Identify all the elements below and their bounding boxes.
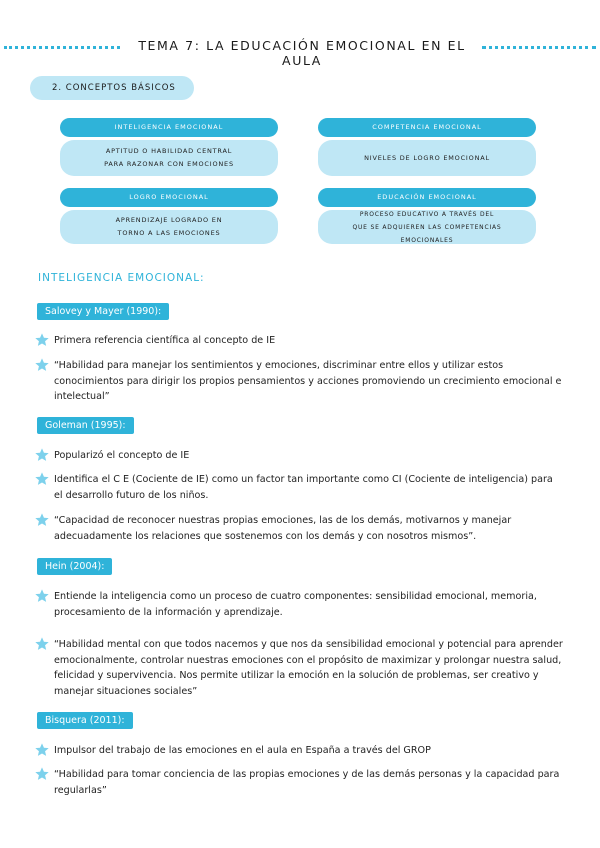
concept-definition: PROCESO EDUCATIVO A TRAVÉS DEL QUE SE ADQUIEREN LAS COMPETENCIAS EMOCIONALES	[318, 210, 536, 244]
ie-heading: INTELIGENCIA EMOCIONAL:	[38, 272, 205, 284]
concept-term: INTELIGENCIA EMOCIONAL	[60, 118, 278, 137]
bullet-text: Impulsor del trabajo de las emociones en el aula en España a través del GROP	[54, 745, 431, 756]
star-icon	[34, 588, 50, 604]
concept-definition: APRENDIZAJE LOGRADO EN TORNO A LAS EMOCIONES	[60, 210, 278, 244]
bullet-text: Popularizó el concepto de IE	[54, 450, 190, 461]
list-item	[34, 743, 564, 759]
author-label-hein: Hein (2004):	[37, 558, 112, 575]
star-icon	[34, 357, 50, 373]
star-icon	[34, 471, 50, 487]
bullet-text: “Habilidad para manejar los sentimientos y emociones, discriminar entre ellos y utilizar estos conocimientos para dirigir los propios pensamientos y acciones promoviendo un crecimiento emocional e intelectual”	[54, 360, 562, 403]
concept-term: EDUCACIÓN EMOCIONAL	[318, 188, 536, 207]
bullet-text: “Capacidad de reconocer nuestras propias emociones, las de los demás, motivarnos y manejar adecuadamente los relaciones que sostenemos con los demás y con nosotros mismos”.	[54, 515, 512, 542]
bullet-text: “Habilidad mental con que todos nacemos y que nos da sensibilidad emocional y potencial para aprender emocionalmente, controlar nuestras emociones con el propósito de maximizar y prolongar nuestra salud, felicidad y supervivencia. Nos permite utilizar la emoción en la solución de problemas, ser creativo y manejar situaciones sociales”	[54, 639, 563, 697]
list-item	[34, 358, 564, 405]
header-dots-right	[482, 46, 596, 49]
page-title: TEMA 7: LA EDUCACIÓN EMOCIONAL EN EL AULA	[138, 38, 466, 68]
star-icon	[34, 636, 50, 652]
star-icon	[34, 766, 50, 782]
section-label: 2. CONCEPTOS BÁSICOS	[30, 76, 194, 100]
list-item	[34, 513, 564, 544]
author-label-goleman: Goleman (1995):	[37, 417, 134, 434]
concept-definition: NIVELES DE LOGRO EMOCIONAL	[318, 140, 536, 176]
star-icon	[34, 512, 50, 528]
bullet-text: Identifica el C E (Cociente de IE) como un factor tan importante como CI (Cociente de inteligencia) para el desarrollo futuro de los niños.	[54, 474, 553, 501]
concept-card-competencia-emocional	[318, 118, 536, 176]
author-label-bisquera: Bisquera (2011):	[37, 712, 133, 729]
bullet-text: Primera referencia científica al concepto de IE	[54, 335, 276, 346]
concept-card-educacion-emocional	[318, 188, 536, 244]
header-dots-left	[4, 46, 120, 49]
list-item	[34, 589, 564, 620]
author-label-salovey-mayer: Salovey y Mayer (1990):	[37, 303, 169, 320]
concept-card-logro-emocional	[60, 188, 278, 244]
concept-card-inteligencia-emocional	[60, 118, 278, 176]
list-item	[34, 472, 564, 503]
star-icon	[34, 742, 50, 758]
concept-term: COMPETENCIA EMOCIONAL	[318, 118, 536, 137]
list-item	[34, 333, 564, 349]
bullet-text: Entiende la inteligencia como un proceso de cuatro componentes: sensibilidad emocional, memoria, procesamiento de la información y aprendizaje.	[54, 591, 537, 618]
list-item	[34, 637, 564, 699]
concept-term: LOGRO EMOCIONAL	[60, 188, 278, 207]
list-item	[34, 767, 564, 798]
bullet-text: “Habilidad para tomar conciencia de las propias emociones y de las demás personas y la capacidad para regularlas”	[54, 769, 560, 796]
star-icon	[34, 447, 50, 463]
list-item	[34, 448, 564, 464]
page-header	[0, 36, 600, 68]
star-icon	[34, 332, 50, 348]
concept-definition: APTITUD O HABILIDAD CENTRAL PARA RAZONAR CON EMOCIONES	[60, 140, 278, 176]
